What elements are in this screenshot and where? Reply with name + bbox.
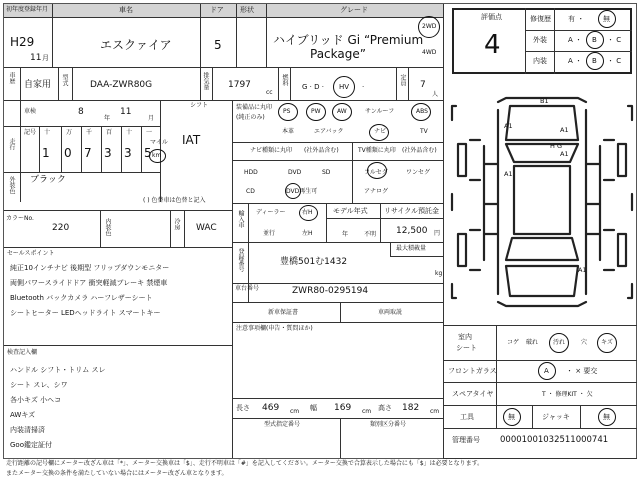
chassis-label: 車台番号 — [235, 285, 260, 292]
recycle-label: リサイクル預託金 — [384, 207, 440, 215]
import-label: 輸入車 — [237, 210, 244, 228]
grade-line-1: ハイブリッド Gi “Premium — [273, 33, 424, 47]
diagram-label-a1-windshield: A1 — [560, 150, 569, 158]
equipment-sub: (純正のみ) — [236, 114, 265, 121]
interior-color-label: 内装色 — [104, 218, 111, 236]
interior-opts-post: ・ C — [607, 57, 622, 65]
capacity-unit: 人 — [432, 91, 439, 98]
mileage-header-cell: 千 — [86, 129, 93, 136]
shaken-month-unit: 月 — [148, 115, 155, 122]
doors-label: ドア — [210, 6, 224, 14]
inspector-note-line: Goo鑑定証付 — [10, 441, 52, 449]
shaken-month: 11 — [120, 107, 132, 117]
drive-2wd: 2WD — [422, 23, 437, 30]
parallel-label: 並行 — [263, 230, 276, 237]
tv-item: フルセグ — [364, 169, 388, 176]
shaken-label: 車検 — [24, 108, 37, 115]
seat-item: キズ — [601, 339, 613, 346]
inspector-note-line: AWキズ — [10, 411, 36, 419]
model-year-label: モデル年式 — [333, 207, 368, 215]
sales-points-label: セールスポイント — [7, 250, 55, 257]
shape-label: 形状 — [240, 6, 254, 14]
max-load-label: 最大積載量 — [396, 245, 427, 252]
max-load-unit: kg — [435, 270, 443, 277]
width-unit: cm — [362, 408, 372, 415]
fuel-label: 燃料 — [281, 74, 288, 86]
glass-grade: A — [544, 367, 549, 375]
color-value: ブラック — [30, 175, 66, 185]
glass-label: フロントガラス — [448, 367, 497, 375]
grade-label: グレード — [340, 6, 368, 14]
color-no: 220 — [52, 223, 70, 233]
seat-item: 破れ — [526, 339, 539, 346]
repair-label: 修復歴 — [530, 15, 551, 23]
jack-value: 無 — [603, 413, 610, 421]
interior-label: 内装 — [533, 57, 547, 65]
nav-label: ナビ種類に丸印 — [250, 147, 293, 154]
mileage-header-cell: 十 — [44, 129, 51, 136]
tv-label: TV種類に丸印 — [358, 147, 396, 154]
displacement: 1797 — [228, 80, 251, 90]
sales-point-line: Bluetooth バックカメラ ハーフレザーシート — [10, 294, 153, 302]
tv-item: アナログ — [364, 188, 389, 195]
km-label: km — [152, 152, 162, 159]
length-unit: cm — [290, 408, 300, 415]
equipment-item: ナビ — [374, 128, 387, 135]
height-value: 182 — [402, 403, 420, 413]
repair-options: 有 ・ — [568, 15, 585, 23]
history-label: 車歴 — [8, 72, 15, 84]
car-damage-diagram — [448, 84, 636, 320]
inspector-note-line: 内装清掃済 — [10, 426, 45, 434]
seat-item: 穴 — [581, 339, 588, 346]
height-unit: cm — [430, 408, 440, 415]
left-hand-label: 左H — [302, 230, 313, 237]
nav-item: HDD — [244, 169, 258, 176]
mileage-digit: 3 — [124, 146, 132, 160]
diagram-label-b1: B1 — [540, 97, 549, 105]
inspector-note-line: シート スレ、シワ — [10, 381, 68, 389]
equipment-item: AW — [337, 108, 347, 115]
chassis-value: ZWR80-0295194 — [292, 286, 369, 296]
equipment-item: ABS — [416, 108, 428, 115]
grade-line-2: Package” — [310, 47, 366, 61]
mile-label: マイル — [150, 139, 168, 146]
nav-sub: (社外品含む) — [304, 147, 339, 154]
interior-grade: B — [592, 57, 597, 65]
length-label: 長さ — [236, 404, 250, 412]
equipment-item: PS — [283, 108, 291, 115]
doors-value: 5 — [214, 38, 222, 52]
mileage-header-cell: 十 — [126, 129, 133, 136]
shaken-year-unit: 年 — [104, 115, 111, 122]
sales-point-line: シートヒーター LEDヘッドライト スマートキー — [10, 309, 161, 317]
mgmt-label: 管理番号 — [452, 436, 480, 444]
seat-item: 汚れ — [553, 339, 566, 346]
seat-label-1: 室内 — [458, 333, 472, 341]
car-name: エスクァイア — [100, 38, 172, 52]
jack-label: ジャッキ — [542, 413, 570, 421]
exterior-label: 外装 — [533, 36, 547, 44]
seat-item: コゲ — [507, 339, 520, 346]
inspector-note-line: ハンドル シフト・トリム スレ — [10, 366, 106, 374]
color-no-label: カラーNo. — [6, 215, 34, 222]
mileage-header-cell: 百 — [106, 129, 113, 136]
mileage-digit: 1 — [42, 146, 50, 160]
reg-month: 11 — [30, 53, 42, 63]
repair-selected: 無 — [603, 15, 610, 23]
shift-value: IAT — [182, 133, 201, 147]
exterior-grade: B — [592, 36, 597, 44]
mileage-label: 走行 — [8, 138, 15, 150]
model-code: DAA-ZWR80G — [90, 80, 153, 90]
first-reg-label: 初年度登録年月 — [6, 6, 49, 13]
color-change-note: ( ) 色替車は色替と記入 — [143, 197, 206, 204]
capacity-label: 定員 — [399, 74, 406, 86]
score-label: 評価点 — [481, 13, 502, 21]
tools-value: 無 — [508, 413, 515, 421]
diagram-label-a1-rear: A1 — [578, 266, 587, 274]
width-label: 幅 — [310, 404, 317, 412]
displacement-label: 排気量 — [202, 72, 209, 90]
manual-label: 車両取説 — [378, 309, 403, 316]
nav-item: DVD — [288, 169, 302, 176]
length-value: 469 — [262, 403, 280, 413]
mileage-digit: 5 — [144, 146, 152, 160]
footer-line-1: 走行距離の記号欄にメーター改ざん車は「*」、メーター交換車は「$」、走行不明車は「#」を記入してください。メーター交換で合算表示した場合にも「$」は必要となります。 — [6, 460, 484, 467]
mileage-header-cell: 記号 — [24, 129, 37, 136]
nav-item: DVD再生可 — [286, 188, 318, 195]
fuel-options: G · D · — [302, 83, 324, 91]
inspector-note-line: 各小キズ 小ヘコ — [10, 396, 62, 404]
height-label: 高さ — [378, 404, 392, 412]
tv-sub: (社外品含む) — [402, 147, 437, 154]
usage: 自家用 — [24, 80, 52, 90]
sales-point-line: 両側パワースライドドア 衝突軽減ブレーキ 禁煙車 — [10, 279, 168, 287]
shift-label: シフト — [190, 102, 209, 109]
exterior-opts-post: ・ C — [607, 36, 622, 44]
mileage-header-cell: 一 — [146, 129, 153, 136]
spare-label: スペアタイヤ — [452, 390, 494, 398]
shaken-year: 8 — [78, 107, 84, 117]
glass-rest: ・ × 要交 — [566, 367, 598, 375]
new-warranty-label: 新車保証書 — [268, 309, 299, 316]
footer-line-2: またメーター交換の条件を満たしていない場合にはメーター改ざん車となります。 — [6, 470, 228, 477]
reg-month-unit: 月 — [42, 54, 49, 62]
color-label: 外装色 — [8, 176, 15, 194]
drive-4wd: 4WD — [422, 49, 437, 56]
recycle-amount: 12,500 — [396, 226, 428, 236]
fuel-rest: · — [362, 83, 365, 91]
model-year-unit: 年 — [342, 231, 349, 238]
tv-item: ワンセグ — [406, 169, 431, 176]
width-value: 169 — [334, 403, 352, 413]
sales-point-line: 純正10インチナビ 後期型 フリップダウンモニター — [10, 264, 170, 272]
spare-rest: T ・ 修理KIT ・ 欠 — [542, 391, 593, 398]
equipment-item: TV — [420, 128, 428, 135]
dealer-label: ディーラー — [256, 209, 286, 216]
recycle-yen: 円 — [434, 230, 441, 237]
plate-value: 豊橋501む1432 — [280, 257, 348, 267]
cc-unit: cc — [266, 89, 273, 96]
equipment-label: 装備品に丸印 — [236, 104, 273, 111]
right-hand-label: 右H — [302, 209, 313, 216]
seat-label-2: シート — [456, 344, 477, 352]
diagram-label-a1-left: A1 — [504, 170, 513, 178]
diagram-label-a1-hood: A1 — [504, 122, 513, 130]
aircon-label: 冷房 — [173, 218, 180, 230]
fuel-hv: HV — [339, 83, 350, 91]
plate-label: 登録番号 — [237, 248, 244, 272]
equipment-item: エアバック — [314, 128, 344, 135]
mileage-header-cell: 万 — [66, 129, 73, 136]
notes-label: 注意事項欄(申告・質問ほか) — [236, 325, 313, 332]
mileage-digit: 3 — [104, 146, 112, 160]
nav-item: CD — [246, 188, 255, 195]
equipment-item: 本革 — [282, 128, 295, 135]
car-name-label: 車名 — [119, 6, 133, 14]
equipment-item: PW — [311, 108, 321, 115]
diagram-label-hg: H G — [550, 142, 562, 150]
interior-opts-pre: A ・ — [568, 57, 583, 65]
reg-year: H29 — [10, 35, 35, 49]
score-value: 4 — [484, 30, 501, 60]
mileage-digit: 0 — [64, 146, 72, 160]
class-no-label: 類別区分番号 — [370, 421, 407, 428]
mgmt-number: 00001001032511000741 — [500, 435, 609, 445]
type-no-label: 型式指定番号 — [264, 421, 301, 428]
tools-label: 工具 — [460, 413, 474, 421]
aircon-value: WAC — [196, 223, 217, 233]
nav-item: SD — [322, 169, 331, 176]
diagram-label-a1-front: A1 — [560, 126, 569, 134]
inspector-label: 検査記入欄 — [7, 349, 38, 356]
equipment-item: サンルーフ — [365, 108, 395, 115]
exterior-opts-pre: A ・ — [568, 36, 583, 44]
katashiki-label: 型式 — [61, 74, 68, 86]
capacity: 7 — [420, 80, 426, 90]
model-year-unknown: 不明 — [364, 231, 377, 238]
mileage-digit: 7 — [84, 146, 92, 160]
